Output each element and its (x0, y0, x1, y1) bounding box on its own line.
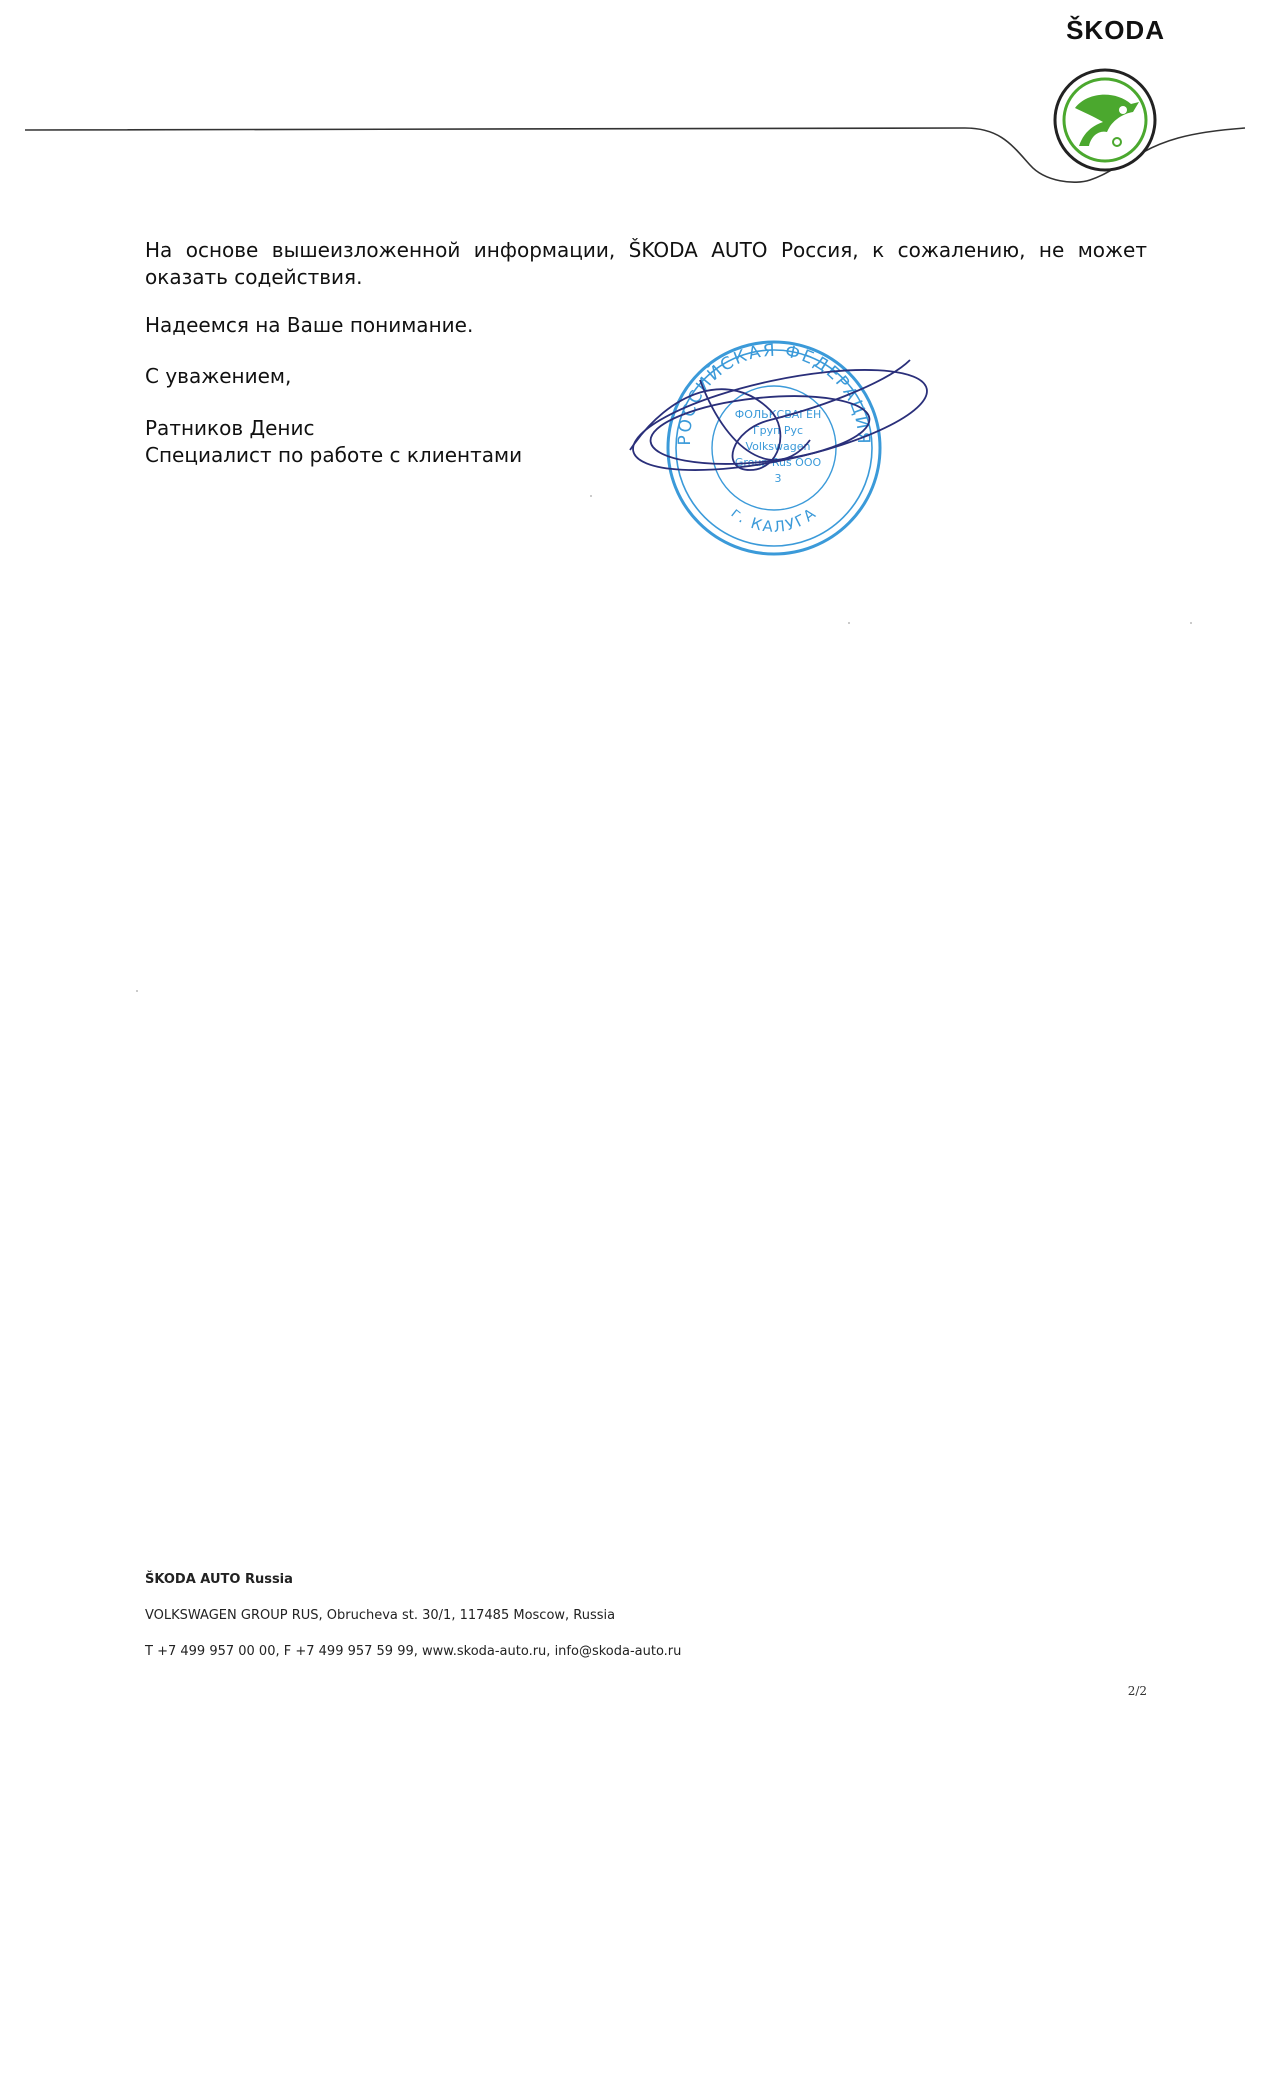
brand-wordmark: ŠKODA (1066, 15, 1165, 45)
scan-speck (590, 495, 592, 497)
signer-name: Ратников Денис (145, 416, 315, 440)
stamp-outer-bottom: г. КАЛУГА (727, 503, 821, 537)
skoda-winged-arrow-icon (1055, 70, 1155, 170)
footer-company: ŠKODA AUTO Russia (145, 1572, 293, 1587)
scan-speck (1190, 622, 1192, 624)
stamp-inner-line: Груп Рус (752, 424, 804, 437)
svg-text:г. КАЛУГА (728, 504, 821, 536)
letter-paragraph: На основе вышеизложенной информации, ŠKODA AUTO Россия, к сожалению, не может оказать содействия. (145, 238, 1147, 289)
letterhead-header (0, 60, 1275, 200)
stamp-inner-line: Group Rus OOO (734, 456, 822, 469)
company-stamp (610, 320, 940, 560)
stamp-inner-line: 3 (774, 472, 782, 485)
stamp-outer-top: РОССИЙСКАЯ ФЕДЕРАЦИЯ (674, 340, 874, 446)
footer-address: VOLKSWAGEN GROUP RUS, Obrucheva st. 30/1, 117485 Moscow, Russia (145, 1608, 616, 1623)
footer-contacts: T +7 499 957 00 00, F +7 499 957 59 99, www.skoda-auto.ru, info@skoda-auto.ru (145, 1644, 682, 1659)
page-number: 2/2 (1127, 1684, 1147, 1698)
letter-paragraph: Надеемся на Ваше понимание. (145, 313, 474, 337)
stamp-inner-line: Volkswagen (745, 440, 811, 453)
signer-title: Специалист по работе с клиентами (145, 443, 523, 467)
scan-speck (848, 622, 850, 624)
letter-closing: С уважением, (145, 364, 292, 388)
scan-speck (136, 990, 138, 992)
stamp-inner-line: ФОЛЬКСВАГЕН (734, 408, 822, 421)
